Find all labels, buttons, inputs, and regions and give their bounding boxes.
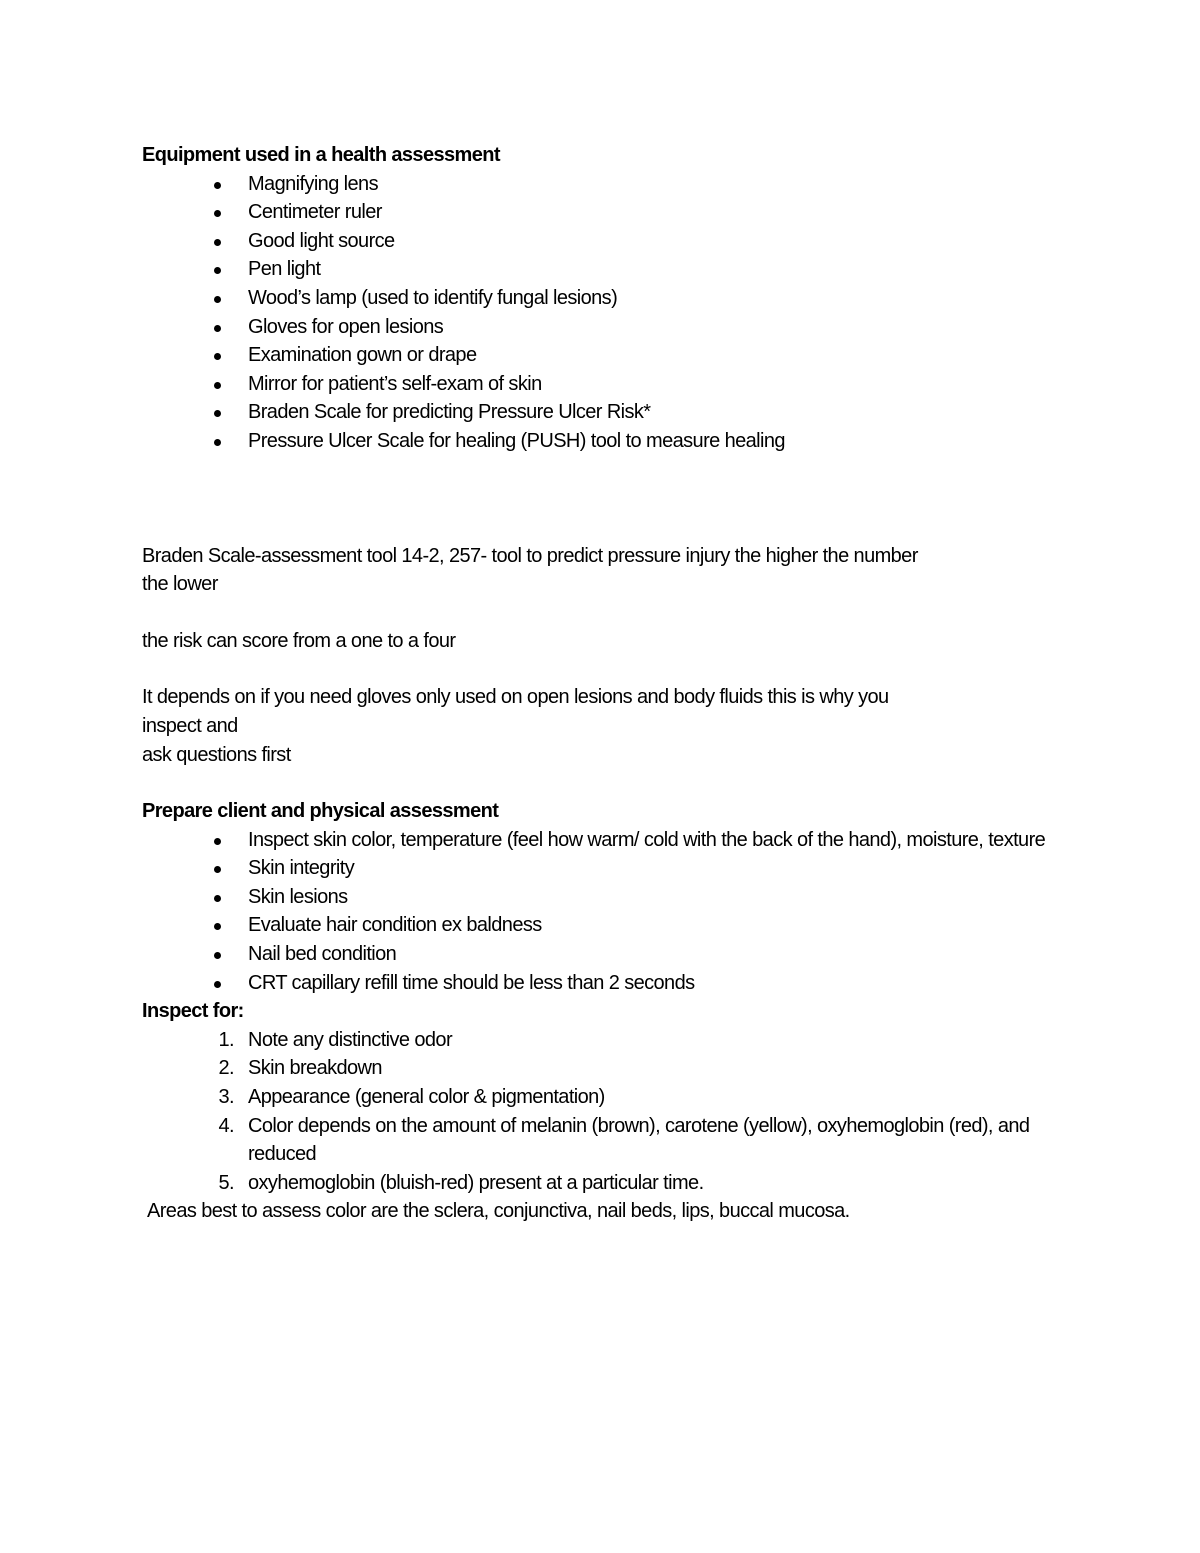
list-item: Gloves for open lesions [142, 313, 1062, 342]
list-item: CRT capillary refill time should be less than 2 seconds [142, 969, 1062, 998]
list-number: 4. [218, 1114, 234, 1137]
bullet-icon [214, 838, 221, 845]
list-number: 5. [218, 1171, 234, 1194]
prepare-list [142, 826, 1062, 998]
equipment-heading: Equipment used in a health assessment [142, 144, 500, 166]
spacer [142, 599, 1062, 627]
list-item: Nail bed condition [142, 940, 1062, 969]
list-item: Wood’s lamp (used to identify fungal lesions) [142, 284, 1062, 313]
list-item: 3. Appearance (general color & pigmentation) [142, 1083, 1062, 1112]
braden-note-line-2: the lower [142, 573, 218, 596]
bullet-icon [214, 923, 221, 930]
list-item: Pen light [142, 255, 1062, 284]
list-item: Centimeter ruler [142, 198, 1062, 227]
list-number: 2. [218, 1057, 234, 1080]
bullet-icon [214, 239, 221, 246]
inspect-heading: Inspect for: [142, 1000, 244, 1023]
bullet-icon [214, 410, 221, 417]
inspect-list [142, 1026, 1062, 1198]
prepare-heading: Prepare client and physical assessment [142, 800, 499, 823]
bullet-icon [214, 895, 221, 902]
list-item: 2. Skin breakdown [142, 1054, 1062, 1083]
list-item: Braden Scale for predicting Pressure Ulcer Risk* [142, 398, 1062, 427]
bullet-icon [214, 210, 221, 217]
list-item: Good light source [142, 227, 1062, 256]
bullet-icon [214, 182, 221, 189]
list-item: Skin integrity [142, 854, 1062, 883]
list-item: Examination gown or drape [142, 341, 1062, 370]
document-body [142, 141, 1062, 1226]
list-number: 1. [218, 1028, 234, 1051]
bullet-icon [214, 353, 221, 360]
list-item: Evaluate hair condition ex baldness [142, 911, 1062, 940]
list-item: Inspect skin color, temperature (feel how warm/ cold with the back of the hand), moisture, texture [142, 826, 1062, 855]
list-item: Skin lesions [142, 883, 1062, 912]
bullet-icon [214, 981, 221, 988]
gloves-note-line-2: inspect and [142, 714, 238, 737]
bullet-icon [214, 325, 221, 332]
list-item: Pressure Ulcer Scale for healing (PUSH) tool to measure healing [142, 427, 1062, 456]
closing-note: Areas best to assess color are the sclera, conjunctiva, nail beds, lips, buccal mucosa. [147, 1200, 850, 1223]
bullet-icon [214, 296, 221, 303]
spacer [142, 456, 1062, 542]
bullet-icon [214, 439, 221, 446]
list-item: Mirror for patient’s self-exam of skin [142, 370, 1062, 399]
list-item: 1. Note any distinctive odor [142, 1026, 1062, 1055]
spacer [142, 769, 1062, 797]
list-item: 5. oxyhemoglobin (bluish-red) present at a particular time. [142, 1169, 1062, 1198]
equipment-list [142, 170, 1062, 456]
spacer [142, 655, 1062, 683]
list-item: Magnifying lens [142, 170, 1062, 199]
bullet-icon [214, 267, 221, 274]
braden-note-line-1: Braden Scale-assessment tool 14-2, 257- tool to predict pressure injury the higher the number [142, 544, 918, 567]
risk-note: the risk can score from a one to a four [142, 629, 456, 652]
gloves-note-line-1: It depends on if you need gloves only used on open lesions and body fluids this is why you [142, 686, 889, 709]
gloves-note-line-3: ask questions first [142, 743, 291, 766]
bullet-icon [214, 382, 221, 389]
list-number: 3. [218, 1086, 234, 1109]
bullet-icon [214, 866, 221, 873]
list-item: 4. Color depends on the amount of melanin (brown), carotene (yellow), oxyhemoglobin (red), and reduced [142, 1112, 1062, 1169]
bullet-icon [214, 952, 221, 959]
